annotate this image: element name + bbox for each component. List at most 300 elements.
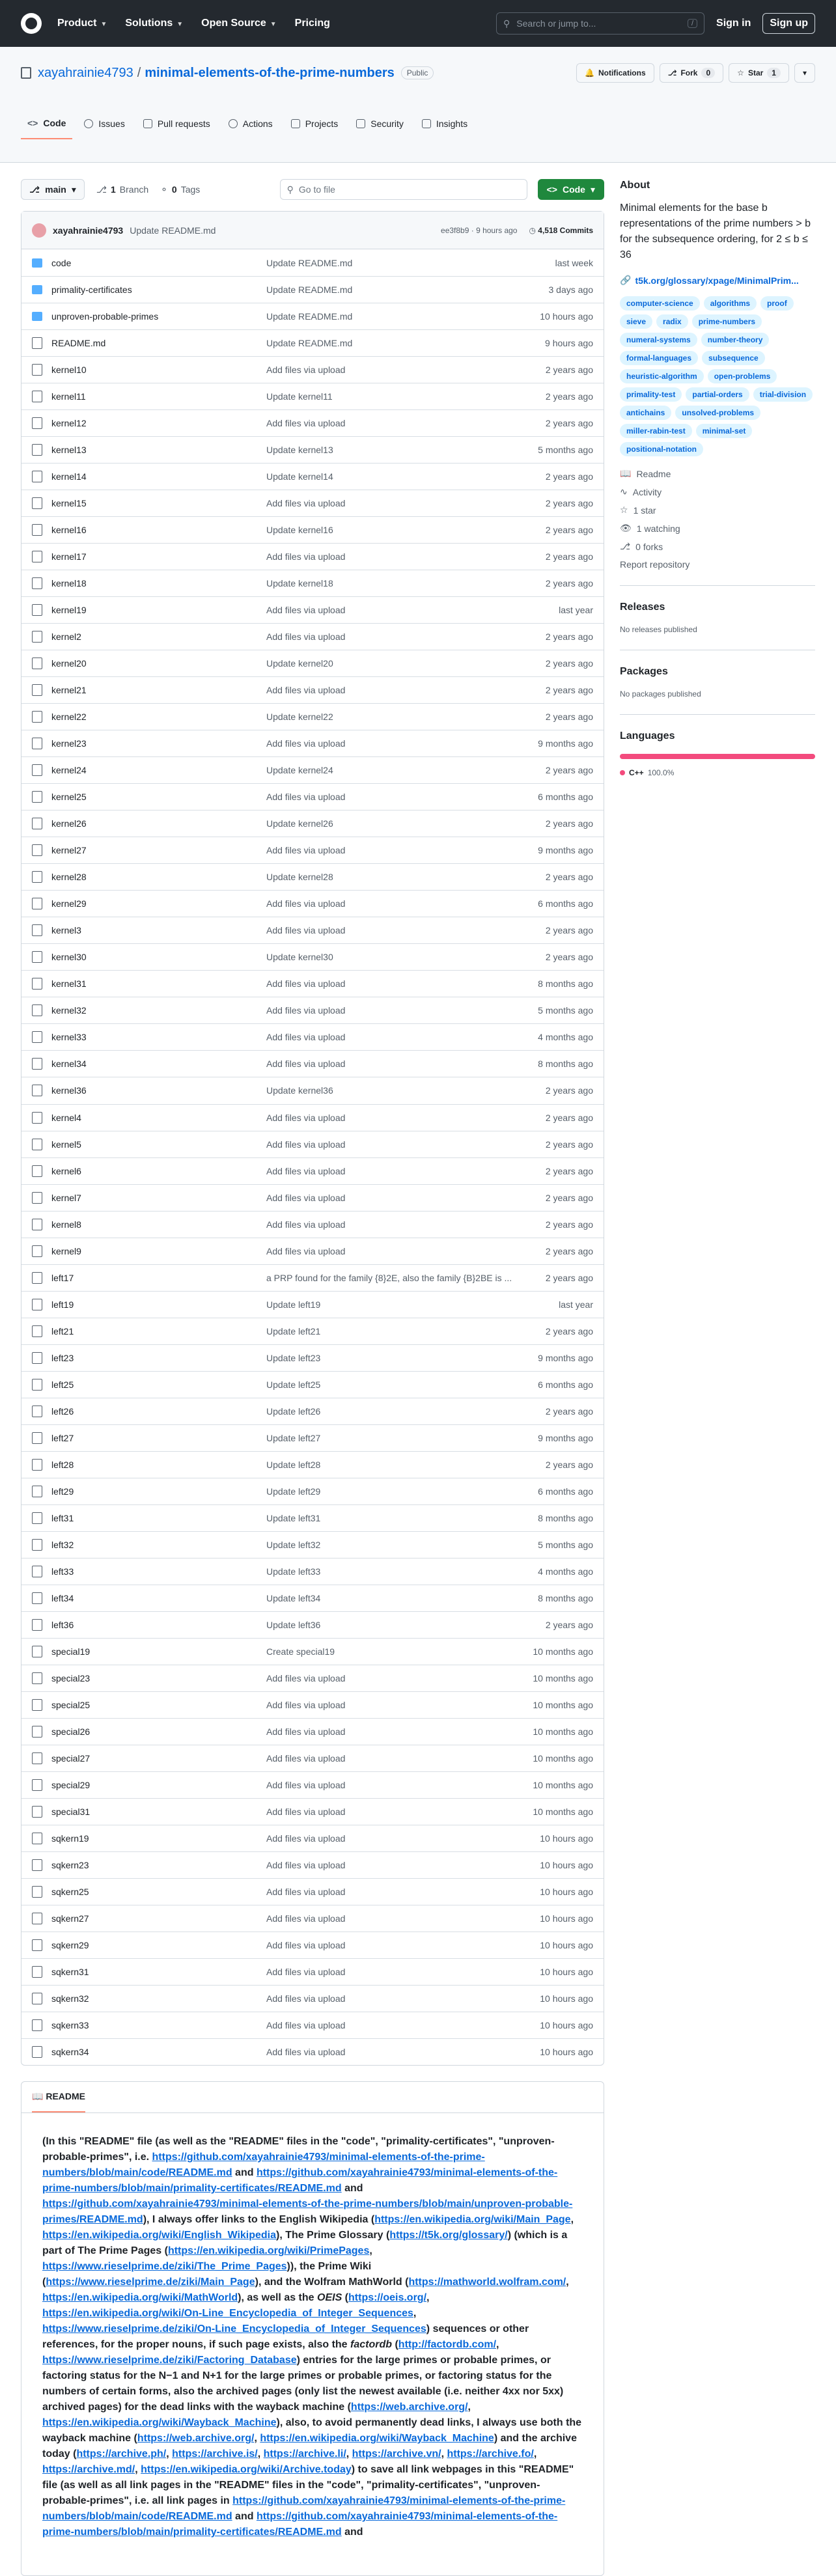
file-commit-message[interactable]: Update left27 xyxy=(266,1432,321,1443)
file-commit-message[interactable]: Update kernel11 xyxy=(266,391,333,402)
file-commit-message[interactable]: Add files via upload xyxy=(266,1886,346,1897)
tags-link[interactable]: ⚬ 0 Tags xyxy=(160,184,201,195)
readme-link[interactable]: https://github.com/xayahrainie4793/minimal-elements-of-the-prime-numbers/blob/main/primality-certificates/README.md xyxy=(42,2167,558,2195)
tab-security[interactable]: Security xyxy=(350,108,410,139)
file-name-link[interactable]: kernel28 xyxy=(51,872,87,883)
file-name-link[interactable]: sqkern23 xyxy=(51,1859,89,1870)
website-link[interactable]: 🔗 t5k.org/glossary/xpage/MinimalPrim... xyxy=(620,275,799,286)
file-row[interactable] xyxy=(21,1558,604,1585)
file-name-link[interactable]: sqkern19 xyxy=(51,1833,89,1844)
readme-link[interactable]: https://www.rieselprime.de/ziki/Main_Page xyxy=(46,2277,255,2288)
file-commit-date: 9 months ago xyxy=(538,1432,593,1443)
file-row[interactable] xyxy=(21,997,604,1023)
forks-link[interactable]: ⎇ 0 forks xyxy=(620,541,663,552)
file-commit-message[interactable]: Add files via upload xyxy=(266,605,346,616)
file-name-link[interactable]: sqkern29 xyxy=(51,1939,89,1950)
stars-link[interactable]: ☆ 1 star xyxy=(620,505,656,516)
file-commit-message[interactable]: Update kernel20 xyxy=(266,658,333,669)
commit-hash-time[interactable]: ee3f8b9 · 9 hours ago xyxy=(441,225,518,235)
file-row[interactable] xyxy=(21,1050,604,1077)
file-name-link[interactable]: kernel24 xyxy=(51,765,87,776)
file-commit-message[interactable]: Add files via upload xyxy=(266,2047,346,2058)
file-row[interactable] xyxy=(21,1611,604,1638)
file-commit-message[interactable]: Update left34 xyxy=(266,1592,321,1603)
file-row[interactable] xyxy=(21,756,604,783)
commit-author[interactable]: xayahrainie4793 xyxy=(53,225,124,236)
file-commit-message[interactable]: Add files via upload xyxy=(266,1032,346,1043)
file-row[interactable] xyxy=(21,543,604,570)
releases-heading[interactable]: Releases xyxy=(620,602,665,613)
file-commit-message[interactable]: Add files via upload xyxy=(266,1993,346,2004)
file-row[interactable] xyxy=(21,463,604,490)
readme-link[interactable]: https://mathworld.wolfram.com/ xyxy=(408,2277,566,2288)
topic-tag[interactable]: proof xyxy=(760,296,794,311)
file-commit-message[interactable]: Create special19 xyxy=(266,1646,335,1657)
file-row[interactable] xyxy=(21,1424,604,1451)
file-name-link[interactable]: kernel8 xyxy=(51,1219,81,1230)
topic-tag[interactable]: unsolved-problems xyxy=(675,406,760,420)
tab-projects[interactable]: Projects xyxy=(285,108,345,139)
file-commit-message[interactable]: Update left32 xyxy=(266,1539,321,1550)
file-row[interactable] xyxy=(21,1238,604,1264)
readme-link[interactable]: https://en.wikipedia.org/wiki/Main_Page xyxy=(374,2214,571,2226)
file-name-link[interactable]: README.md xyxy=(51,338,106,349)
file-commit-message[interactable]: Update kernel28 xyxy=(266,872,333,883)
repo-owner-link[interactable]: xayahrainie4793 xyxy=(38,65,133,80)
topic-tag[interactable]: sieve xyxy=(620,314,652,329)
file-name-link[interactable]: special25 xyxy=(51,1699,91,1710)
file-name-link[interactable]: sqkern34 xyxy=(51,2047,89,2058)
readme-link[interactable]: https://t5k.org/glossary/ xyxy=(389,2230,508,2241)
file-row[interactable] xyxy=(21,1371,604,1398)
readme-link[interactable]: https://web.archive.org/ xyxy=(137,2433,255,2444)
file-name-link[interactable]: kernel23 xyxy=(51,738,87,749)
file-row[interactable] xyxy=(21,783,604,810)
file-row[interactable] xyxy=(21,516,604,543)
file-commit-message[interactable]: Update kernel26 xyxy=(266,818,333,829)
readme-link[interactable]: https://github.com/xayahrainie4793/minimal-elements-of-the-prime-numbers/blob/main/primality-certificates/README.md xyxy=(42,2511,558,2538)
repo-name-link[interactable]: minimal-elements-of-the-prime-numbers xyxy=(145,65,395,80)
file-row[interactable] xyxy=(21,276,604,303)
file-row[interactable] xyxy=(21,490,604,516)
readme-tab[interactable]: 📖 README xyxy=(32,2082,85,2112)
file-commit-date: 8 months ago xyxy=(538,1059,593,1070)
branch-select-button[interactable]: ⎇ main ▾ xyxy=(21,179,85,200)
search-input[interactable]: ⚲ Search or jump to... / xyxy=(496,12,704,35)
file-row[interactable] xyxy=(21,1157,604,1184)
file-row[interactable] xyxy=(21,1184,604,1211)
file-row[interactable] xyxy=(21,970,604,997)
readme-link[interactable]: https://www.rieselprime.de/ziki/On-Line_Encyclopedia_of_Integer_Sequences xyxy=(42,2323,426,2335)
file-row[interactable] xyxy=(21,1104,604,1131)
tab-pull-requests[interactable]: Pull requests xyxy=(137,108,217,139)
file-name-link[interactable]: left28 xyxy=(51,1459,74,1470)
activity-link[interactable]: ∿ Activity xyxy=(620,486,662,497)
file-commit-message[interactable]: Update left36 xyxy=(266,1619,321,1630)
commit-message[interactable]: Update README.md xyxy=(130,225,216,236)
file-name-link[interactable]: left25 xyxy=(51,1379,74,1390)
file-row[interactable] xyxy=(21,2038,604,2065)
readme-link[interactable]: https://archive.vn/ xyxy=(352,2448,441,2460)
file-commit-message[interactable]: Add files via upload xyxy=(266,418,346,429)
readme-link[interactable]: https://en.wikipedia.org/wiki/Wayback_Machine xyxy=(260,2433,494,2444)
topic-tag[interactable]: miller-rabin-test xyxy=(620,424,692,438)
file-row[interactable] xyxy=(21,1985,604,2012)
file-row[interactable] xyxy=(21,703,604,730)
file-commit-message[interactable]: Add files via upload xyxy=(266,1192,346,1203)
file-commit-message[interactable]: Add files via upload xyxy=(266,845,346,856)
file-name-link[interactable]: primality-certificates xyxy=(51,284,132,296)
file-row[interactable] xyxy=(21,1504,604,1531)
file-commit-message[interactable]: Update README.md xyxy=(266,338,353,349)
file-name-link[interactable]: kernel2 xyxy=(51,631,81,643)
file-name-link[interactable]: sqkern33 xyxy=(51,2020,89,2031)
notifications-button[interactable]: 🔔 Notifications xyxy=(576,63,654,83)
file-row[interactable] xyxy=(21,409,604,436)
file-row[interactable] xyxy=(21,1638,604,1665)
file-name-link[interactable]: left33 xyxy=(51,1566,74,1577)
file-name-link[interactable]: kernel6 xyxy=(51,1165,81,1176)
topic-tag[interactable]: antichains xyxy=(620,406,671,420)
topic-tag[interactable]: formal-languages xyxy=(620,351,698,365)
tab-issues[interactable]: Issues xyxy=(77,108,131,139)
topic-tag[interactable]: primality-test xyxy=(620,387,682,402)
file-name-link[interactable]: kernel10 xyxy=(51,365,87,376)
file-row[interactable] xyxy=(21,1771,604,1798)
file-row[interactable] xyxy=(21,436,604,463)
topic-tag[interactable]: algorithms xyxy=(704,296,757,311)
file-commit-message[interactable]: Add files via upload xyxy=(266,1005,346,1016)
file-name-link[interactable]: kernel29 xyxy=(51,898,87,909)
file-row[interactable] xyxy=(21,1851,604,1878)
readme-link[interactable]: https://en.wikipedia.org/wiki/On-Line_Encyclopedia_of_Integer_Sequences xyxy=(42,2308,413,2320)
file-row[interactable] xyxy=(21,1211,604,1238)
file-row[interactable] xyxy=(21,810,604,837)
nav-open-source[interactable]: Open Source ▼ xyxy=(201,18,277,29)
file-commit-message[interactable]: Add files via upload xyxy=(266,1112,346,1123)
topic-tag[interactable]: heuristic-algorithm xyxy=(620,369,704,383)
file-name-link[interactable]: sqkern31 xyxy=(51,1967,89,1977)
topic-tag[interactable]: subsequence xyxy=(702,351,765,365)
file-name-link[interactable]: kernel22 xyxy=(51,712,87,723)
file-row[interactable] xyxy=(21,1932,604,1958)
topic-tag[interactable]: numeral-systems xyxy=(620,333,697,347)
file-commit-message[interactable]: Update kernel14 xyxy=(266,471,333,482)
file-row[interactable] xyxy=(21,1478,604,1504)
file-row[interactable] xyxy=(21,249,604,276)
file-commit-message[interactable]: Update kernel36 xyxy=(266,1085,333,1096)
file-row[interactable] xyxy=(21,650,604,676)
tab-insights[interactable]: Insights xyxy=(415,108,474,139)
file-row[interactable] xyxy=(21,1398,604,1424)
file-name-link[interactable]: kernel9 xyxy=(51,1245,81,1256)
file-name-link[interactable]: left26 xyxy=(51,1406,74,1417)
readme-link[interactable]: https://en.wikipedia.org/wiki/PrimePages xyxy=(167,2245,370,2257)
file-commit-message[interactable]: Add files via upload xyxy=(266,1939,346,1950)
nav-pricing[interactable]: Pricing xyxy=(294,18,330,29)
file-row[interactable] xyxy=(21,356,604,383)
file-commit-message[interactable]: Add files via upload xyxy=(266,1139,346,1150)
file-commit-message[interactable]: Add files via upload xyxy=(266,1726,346,1737)
readme-link[interactable]: https://en.wikipedia.org/wiki/Archive.today xyxy=(141,2464,352,2476)
watching-link[interactable]: 👁 1 watching xyxy=(620,523,680,534)
file-name-link[interactable]: kernel16 xyxy=(51,525,87,536)
file-row[interactable] xyxy=(21,1531,604,1558)
file-row[interactable] xyxy=(21,1718,604,1745)
file-row[interactable] xyxy=(21,623,604,650)
file-commit-message[interactable]: Add files via upload xyxy=(266,1672,346,1683)
topic-tag[interactable]: open-problems xyxy=(708,369,777,383)
file-commit-message[interactable]: Add files via upload xyxy=(266,551,346,562)
file-row[interactable] xyxy=(21,1665,604,1691)
file-row[interactable] xyxy=(21,730,604,756)
file-row[interactable] xyxy=(21,1344,604,1371)
file-name-link[interactable]: kernel11 xyxy=(51,391,86,402)
file-commit-message[interactable]: Update kernel13 xyxy=(266,445,333,456)
file-commit-message[interactable]: Add files via upload xyxy=(266,1806,346,1817)
file-name-link[interactable]: left27 xyxy=(51,1432,74,1443)
readme-link[interactable]: https://www.rieselprime.de/ziki/Factoring_Database xyxy=(42,2355,297,2366)
file-row[interactable] xyxy=(21,890,604,917)
file-name-link[interactable]: special23 xyxy=(51,1672,91,1683)
readme-link[interactable]: https://en.wikipedia.org/wiki/English_Wikipedia xyxy=(42,2230,277,2241)
code-dropdown-button[interactable]: <> Code ▾ xyxy=(538,179,604,200)
file-commit-message[interactable]: Add files via upload xyxy=(266,1913,346,1924)
go-to-file-input[interactable]: ⚲ Go to file xyxy=(280,179,527,200)
readme-link[interactable]: https://github.com/xayahrainie4793/minimal-elements-of-the-prime-numbers/blob/main/code/README.md xyxy=(42,2152,485,2179)
file-name-link[interactable]: kernel17 xyxy=(51,551,87,562)
tab-code[interactable]: <> Code xyxy=(21,108,72,139)
file-name-link[interactable]: kernel18 xyxy=(51,578,87,589)
readme-link[interactable]: https://github.com/xayahrainie4793/minimal-elements-of-the-prime-numbers/blob/main/code/README.md xyxy=(42,2495,566,2523)
file-commit-message[interactable]: Add files via upload xyxy=(266,1967,346,1977)
file-commit-message[interactable]: Add files via upload xyxy=(266,1245,346,1256)
file-name-link[interactable]: kernel26 xyxy=(51,818,87,829)
file-commit-message[interactable]: Add files via upload xyxy=(266,1699,346,1710)
file-name-link[interactable]: kernel27 xyxy=(51,845,87,856)
file-name-link[interactable]: left23 xyxy=(51,1352,74,1363)
file-row[interactable] xyxy=(21,1878,604,1905)
file-row[interactable] xyxy=(21,2012,604,2038)
file-name-link[interactable]: left19 xyxy=(51,1299,74,1310)
file-commit-message[interactable]: Update kernel18 xyxy=(266,578,333,589)
file-row[interactable] xyxy=(21,383,604,409)
file-row[interactable] xyxy=(21,943,604,970)
file-name-link[interactable]: kernel14 xyxy=(51,471,87,482)
language-item-cpp[interactable]: C++ 100.0% xyxy=(620,768,815,777)
github-logo-icon[interactable] xyxy=(21,13,42,34)
sign-up-button[interactable]: Sign up xyxy=(762,13,815,34)
readme-link[interactable]: http://factordb.com/ xyxy=(398,2339,497,2351)
file-name-link[interactable]: special29 xyxy=(51,1779,91,1790)
file-name-link[interactable]: sqkern27 xyxy=(51,1913,89,1924)
fork-button[interactable]: ⎇ Fork 0 xyxy=(660,63,724,83)
star-dropdown-button[interactable] xyxy=(794,63,815,83)
packages-heading[interactable]: Packages xyxy=(620,666,668,677)
file-commit-message[interactable]: Update README.md xyxy=(266,257,353,268)
file-commit-message[interactable]: Add files via upload xyxy=(266,365,346,376)
file-row[interactable] xyxy=(21,917,604,943)
file-name-link[interactable]: left17 xyxy=(51,1272,74,1283)
file-name-link[interactable]: kernel15 xyxy=(51,498,87,509)
file-row[interactable] xyxy=(21,303,604,329)
file-commit-message[interactable]: Add files via upload xyxy=(266,631,346,643)
file-name-link[interactable]: kernel33 xyxy=(51,1032,87,1043)
file-row[interactable] xyxy=(21,1745,604,1771)
file-row[interactable] xyxy=(21,1318,604,1344)
file-row[interactable] xyxy=(21,596,604,623)
file-row[interactable] xyxy=(21,1023,604,1050)
file-name-link[interactable]: kernel21 xyxy=(51,685,87,696)
file-name-link[interactable]: kernel20 xyxy=(51,658,87,669)
topic-tag[interactable]: number-theory xyxy=(701,333,770,347)
file-commit-message[interactable]: Update left23 xyxy=(266,1352,321,1363)
file-name-link[interactable]: kernel4 xyxy=(51,1112,81,1123)
file-commit-message[interactable]: Add files via upload xyxy=(266,738,346,749)
file-row[interactable] xyxy=(21,329,604,356)
readme-link[interactable]: https://web.archive.org/ xyxy=(350,2402,468,2413)
file-name-link[interactable]: unproven-probable-primes xyxy=(51,311,159,322)
readme-link[interactable]: https://www.rieselprime.de/ziki/The_Prime_Pages xyxy=(42,2261,287,2273)
file-commit-message[interactable]: Add files via upload xyxy=(266,1752,346,1764)
star-button[interactable]: ☆ Star 1 xyxy=(729,63,789,83)
file-name-link[interactable]: left29 xyxy=(51,1486,74,1497)
tab-actions[interactable]: Actions xyxy=(222,108,279,139)
file-name-link[interactable]: kernel30 xyxy=(51,952,87,963)
file-name-link[interactable]: kernel3 xyxy=(51,925,81,936)
file-commit-message[interactable]: Add files via upload xyxy=(266,1059,346,1070)
file-row[interactable] xyxy=(21,1905,604,1932)
file-name-link[interactable]: kernel7 xyxy=(51,1192,81,1203)
readme-link[interactable]: https://archive.md/ xyxy=(42,2464,135,2476)
file-commit-message[interactable]: Update left19 xyxy=(266,1299,321,1310)
file-commit-message[interactable]: Update kernel30 xyxy=(266,952,333,963)
file-row[interactable] xyxy=(21,1264,604,1291)
file-row[interactable] xyxy=(21,863,604,890)
readme-link[interactable]: https://archive.li/ xyxy=(263,2448,346,2460)
file-name-link[interactable]: kernel13 xyxy=(51,445,87,456)
readme-link[interactable]: 📖 Readme xyxy=(620,468,671,479)
file-row[interactable] xyxy=(21,837,604,863)
file-name-link[interactable]: kernel31 xyxy=(51,978,87,990)
topic-tag[interactable]: computer-science xyxy=(620,296,700,311)
file-commit-message[interactable]: Add files via upload xyxy=(266,1219,346,1230)
topic-tag[interactable]: minimal-set xyxy=(696,424,753,438)
file-commit-message[interactable]: Update kernel16 xyxy=(266,525,333,536)
file-commit-message[interactable]: Add files via upload xyxy=(266,1779,346,1790)
file-commit-message[interactable]: Update left29 xyxy=(266,1486,321,1497)
file-commit-message[interactable]: Add files via upload xyxy=(266,2020,346,2031)
file-name-link[interactable]: kernel19 xyxy=(51,605,87,616)
report-repository-link[interactable]: Report repository xyxy=(620,559,690,570)
file-commit-message[interactable]: Update left25 xyxy=(266,1379,321,1390)
file-row[interactable] xyxy=(21,676,604,703)
file-commit-message[interactable]: Add files via upload xyxy=(266,685,346,696)
file-name-link[interactable]: special31 xyxy=(51,1806,91,1817)
file-commit-date: 9 months ago xyxy=(538,1352,593,1363)
file-commit-message[interactable]: Update README.md xyxy=(266,284,353,296)
file-commit-message[interactable]: Add files via upload xyxy=(266,1165,346,1176)
file-name-link[interactable]: kernel36 xyxy=(51,1085,87,1096)
file-commit-message[interactable]: Add files via upload xyxy=(266,978,346,990)
file-commit-message[interactable]: Add files via upload xyxy=(266,1859,346,1870)
file-commit-message[interactable]: a PRP found for the family {8}2E, also the family {B}2BE is ... xyxy=(266,1272,512,1283)
readme-link[interactable]: https://github.com/xayahrainie4793/minimal-elements-of-the-prime-numbers/blob/main/unproven-probable-primes/README.md xyxy=(42,2198,573,2226)
file-name-link[interactable]: left34 xyxy=(51,1592,74,1603)
file-name-link[interactable]: special27 xyxy=(51,1752,91,1764)
file-name-link[interactable]: special19 xyxy=(51,1646,91,1657)
topic-tag[interactable]: prime-numbers xyxy=(692,314,762,329)
file-commit-message[interactable]: Update left21 xyxy=(266,1325,321,1336)
file-name-link[interactable]: kernel5 xyxy=(51,1139,81,1150)
file-commit-message[interactable]: Add files via upload xyxy=(266,1833,346,1844)
file-row[interactable] xyxy=(21,1077,604,1103)
file-name-link[interactable]: sqkern25 xyxy=(51,1886,89,1897)
readme-link[interactable]: https://oeis.org/ xyxy=(348,2292,427,2304)
readme-link[interactable]: https://archive.ph/ xyxy=(76,2448,167,2460)
file-name-link[interactable]: left21 xyxy=(51,1325,74,1336)
file-name-link[interactable]: special26 xyxy=(51,1726,91,1737)
topic-tag[interactable]: radix xyxy=(656,314,688,329)
sign-in-link[interactable]: Sign in xyxy=(716,18,751,29)
file-row[interactable] xyxy=(21,1585,604,1611)
file-name-link[interactable]: kernel25 xyxy=(51,792,87,803)
file-commit-message[interactable]: Update README.md xyxy=(266,311,353,322)
file-commit-message[interactable]: Update left31 xyxy=(266,1512,321,1523)
file-commit-message[interactable]: Update left28 xyxy=(266,1459,321,1470)
topic-tag[interactable]: positional-notation xyxy=(620,442,703,456)
file-row[interactable] xyxy=(21,1798,604,1825)
file-row[interactable] xyxy=(21,570,604,596)
avatar[interactable] xyxy=(32,223,46,238)
readme-link[interactable]: https://en.wikipedia.org/wiki/MathWorld xyxy=(42,2292,238,2304)
readme-link[interactable]: https://en.wikipedia.org/wiki/Wayback_Machine xyxy=(42,2417,277,2429)
readme-link[interactable]: https://archive.fo/ xyxy=(447,2448,534,2460)
file-row[interactable] xyxy=(21,1825,604,1851)
file-commit-message[interactable]: Add files via upload xyxy=(266,925,346,936)
file-name-link[interactable]: kernel34 xyxy=(51,1059,87,1070)
nav-product[interactable]: Product ▼ xyxy=(57,18,107,29)
topic-tag[interactable]: trial-division xyxy=(753,387,813,402)
file-name-link[interactable]: sqkern32 xyxy=(51,1993,89,2004)
file-commit-message[interactable]: Update kernel24 xyxy=(266,765,333,776)
file-commit-message[interactable]: Update kernel22 xyxy=(266,712,333,723)
file-commit-message[interactable]: Update left26 xyxy=(266,1406,321,1417)
file-row[interactable] xyxy=(21,1451,604,1478)
latest-commit xyxy=(21,212,604,249)
file-commit-message[interactable]: Update left33 xyxy=(266,1566,321,1577)
file-name-link[interactable]: code xyxy=(51,257,72,268)
file-commit-message[interactable]: Add files via upload xyxy=(266,898,346,909)
topic-tag[interactable]: partial-orders xyxy=(686,387,749,402)
file-name-link[interactable]: kernel32 xyxy=(51,1005,87,1016)
file-row[interactable] xyxy=(21,1691,604,1718)
file-name-link[interactable]: kernel12 xyxy=(51,418,87,429)
main-nav xyxy=(57,18,330,29)
file-row[interactable] xyxy=(21,1958,604,1985)
readme-link[interactable]: https://archive.is/ xyxy=(172,2448,258,2460)
nav-solutions[interactable]: Solutions ▼ xyxy=(125,18,184,29)
file-name-link[interactable]: left36 xyxy=(51,1619,74,1630)
file-row[interactable] xyxy=(21,1131,604,1157)
file-name-link[interactable]: left32 xyxy=(51,1539,74,1550)
branches-link[interactable]: ⎇ 1 Branch xyxy=(96,184,149,195)
file-name-link[interactable]: left31 xyxy=(51,1512,74,1523)
file-commit-message[interactable]: Add files via upload xyxy=(266,792,346,803)
commits-count-link[interactable]: ◷ 4,518 Commits xyxy=(529,225,593,235)
file-commit-message[interactable]: Add files via upload xyxy=(266,498,346,509)
file-row[interactable] xyxy=(21,1291,604,1318)
